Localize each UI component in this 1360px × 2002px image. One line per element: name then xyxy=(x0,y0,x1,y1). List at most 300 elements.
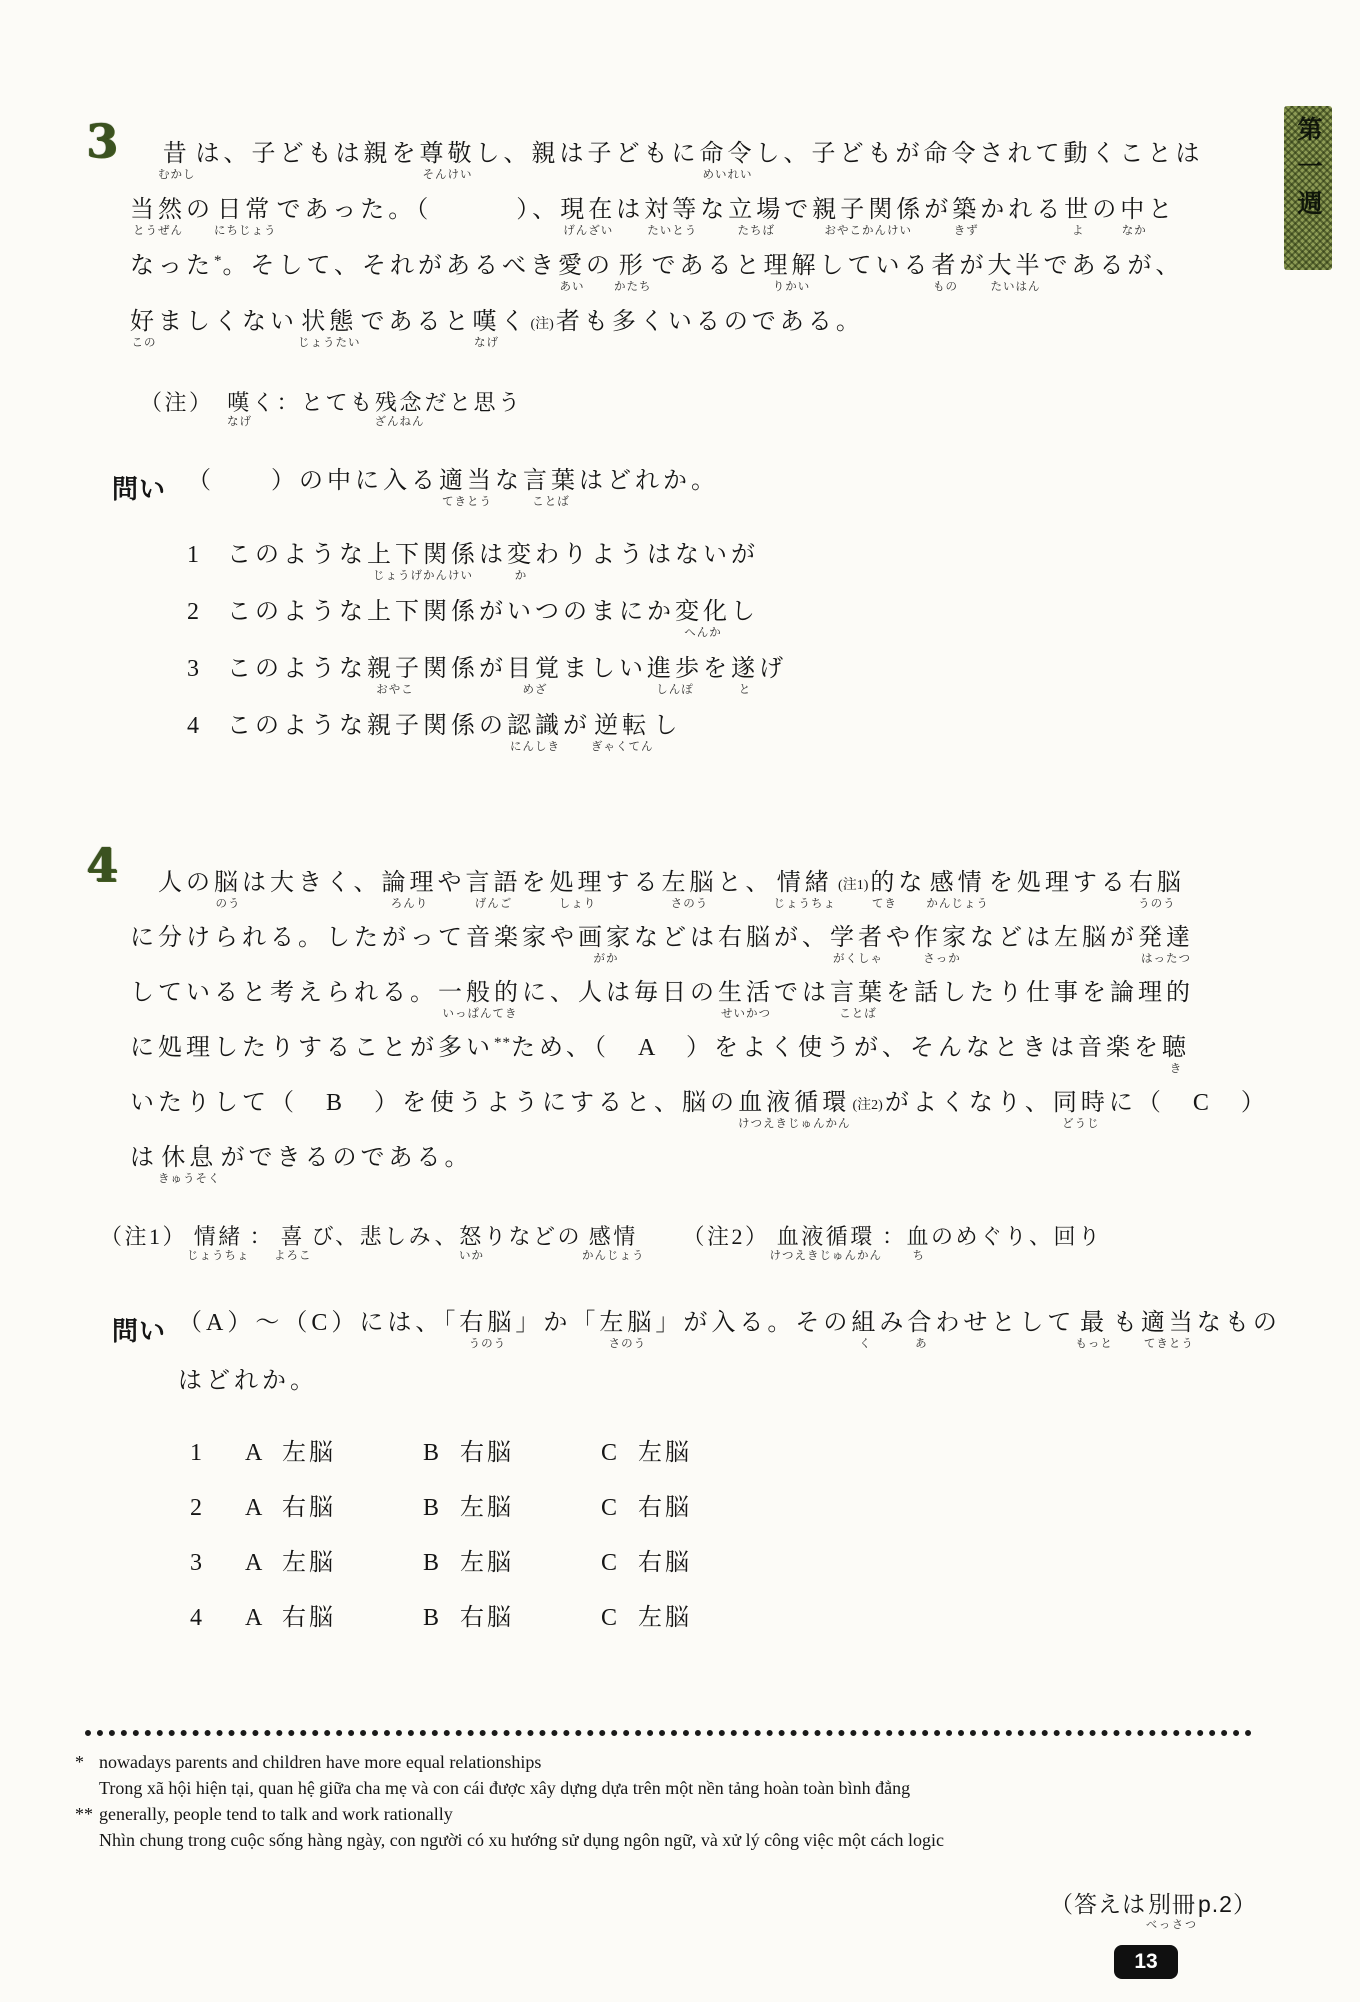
choice-value: 左脳 xyxy=(282,1440,336,1466)
ruby-base: 親子 xyxy=(367,656,423,682)
furigana: めいれい xyxy=(702,168,753,181)
ruby-group xyxy=(830,979,886,1020)
section3-question xyxy=(187,467,719,522)
furigana: か xyxy=(514,569,528,582)
text-segment: このような上下関係がいつのまにか xyxy=(227,599,675,625)
ruby-group xyxy=(578,924,634,965)
text-segment: （A）～（C）には、「 xyxy=(178,1310,460,1336)
furigana: しょり xyxy=(558,897,597,910)
ruby-base: 適当 xyxy=(1140,1310,1197,1336)
choice-number: 2 xyxy=(190,1495,205,1521)
furigana: かんじょう xyxy=(582,1250,645,1263)
text-segment: で xyxy=(784,197,813,223)
ruby-group xyxy=(988,252,1044,293)
choice-cell xyxy=(601,1604,779,1659)
ruby-group xyxy=(187,1224,250,1263)
furigana: と xyxy=(738,683,752,696)
text-segment: ： xyxy=(249,1224,275,1249)
text-line xyxy=(227,598,759,653)
choice-value: 右脳 xyxy=(638,1550,692,1576)
text-segment: なもの xyxy=(1196,1310,1281,1336)
furigana: たちば xyxy=(737,224,776,237)
choice-letter: C xyxy=(601,1550,618,1576)
furigana: おやこ xyxy=(376,683,414,696)
text-line xyxy=(227,712,682,767)
text-segment: も xyxy=(1112,1310,1141,1336)
choice-letter: C xyxy=(601,1605,618,1631)
ruby-group xyxy=(473,308,501,349)
text-segment: 」が入る。その xyxy=(655,1310,852,1336)
text-segment: p.2） xyxy=(1198,1891,1257,1917)
ruby-group xyxy=(644,196,700,237)
furigana: いか xyxy=(458,1250,484,1263)
ruby-group xyxy=(728,196,784,237)
ruby-base: 現在 xyxy=(560,197,617,223)
ruby-group xyxy=(214,869,242,910)
text-segment: の xyxy=(186,197,214,223)
ruby-group xyxy=(647,655,703,696)
text-segment: と xyxy=(1148,197,1177,223)
text-segment: していると考えられる。 xyxy=(130,980,438,1006)
ruby-group xyxy=(731,655,759,696)
text-line xyxy=(140,390,523,440)
furigana: にちじょう xyxy=(214,224,277,237)
furigana: なげ xyxy=(227,416,253,429)
text-segment: ましい xyxy=(563,656,647,682)
text-segment: などは右脳が、 xyxy=(634,925,830,951)
furigana: のう xyxy=(215,897,241,910)
text-line xyxy=(130,979,1269,1034)
ruby-base: 左脳 xyxy=(599,1310,656,1336)
ruby-group xyxy=(830,924,886,965)
ruby-base: 愛 xyxy=(558,253,587,279)
footnote-text: nowadays parents and children have more equal relationships xyxy=(99,1752,542,1772)
furigana: あい xyxy=(559,280,585,293)
text-segment: や xyxy=(886,925,914,951)
furigana: よ xyxy=(1072,224,1085,237)
furigana: てきとう xyxy=(1143,1337,1194,1350)
text-line xyxy=(130,1034,1269,1089)
text-segment: び、悲しみ、 xyxy=(311,1224,459,1249)
text-segment: に処理したりすることが多い xyxy=(130,1035,494,1061)
furigana: もの xyxy=(933,280,959,293)
text-segment: は xyxy=(616,197,645,223)
furigana: りかい xyxy=(772,280,811,293)
text-line xyxy=(130,869,1269,924)
text-segment: を話したり仕事を論理的 xyxy=(886,980,1194,1006)
text-segment: であるが、 xyxy=(1043,253,1184,279)
ruby-base: 学者 xyxy=(830,925,886,951)
text-segment: 人の xyxy=(130,870,214,896)
option-row xyxy=(187,655,787,712)
ruby-base: 尊敬 xyxy=(419,141,476,167)
text-segment: は xyxy=(130,1145,158,1171)
choice-cell xyxy=(601,1494,779,1549)
ruby-group xyxy=(214,196,277,237)
furigana: かたち xyxy=(614,280,652,293)
choice-cell xyxy=(423,1604,601,1659)
furigana: けつえきじゅんかん xyxy=(738,1117,851,1130)
ruby-base: 右脳 xyxy=(459,1310,516,1336)
text-segment: ： xyxy=(882,1224,907,1249)
text-segment: げ xyxy=(759,656,787,682)
ruby-group xyxy=(914,924,970,965)
week-tab-label: 第一週 xyxy=(1294,116,1322,227)
footnote-row xyxy=(75,1777,1305,1800)
text-segment: を処理する xyxy=(988,870,1129,896)
furigana: じょうちょ xyxy=(187,1250,250,1263)
text-segment: 。そして、それがあるべき xyxy=(222,253,559,279)
text-segment: このような xyxy=(227,542,367,568)
choice-letter: A xyxy=(245,1605,263,1631)
ruby-base: 別冊 xyxy=(1148,1891,1196,1917)
furigana: てき xyxy=(871,897,897,910)
ruby-base: 昔 xyxy=(162,141,191,167)
ruby-group xyxy=(560,196,616,237)
option-row xyxy=(187,712,787,769)
text-segment: な xyxy=(700,197,729,223)
text-segment: では xyxy=(774,980,830,1006)
ruby-base: 的 xyxy=(870,870,899,896)
text-segment: わりようはないが xyxy=(535,542,759,568)
text-segment: し xyxy=(731,599,759,625)
text-segment: を xyxy=(521,870,550,896)
ruby-base: 残念 xyxy=(375,390,425,415)
ruby-base: 画家 xyxy=(578,925,634,951)
choice-letter: C xyxy=(601,1440,618,1466)
furigana: げんご xyxy=(474,897,513,910)
ruby-group xyxy=(550,869,606,910)
ruby-group xyxy=(367,541,479,582)
ruby-group xyxy=(599,1309,655,1350)
ruby-group xyxy=(1129,869,1185,910)
furigana: めざ xyxy=(522,683,548,696)
section3-options xyxy=(187,541,787,769)
ruby-base: 立場 xyxy=(728,197,785,223)
ruby-base: 聴 xyxy=(1162,1035,1191,1061)
choice-letter: B xyxy=(423,1550,440,1576)
ruby-group xyxy=(1075,1309,1113,1350)
ruby-base: 当然 xyxy=(130,197,186,223)
ruby-group xyxy=(907,1309,935,1350)
furigana: にんしき xyxy=(510,740,560,753)
ruby-group xyxy=(507,655,563,696)
furigana: さのう xyxy=(608,1337,647,1350)
text-segment: し、親は子どもに xyxy=(475,141,700,167)
text-segment: に分けられる。したがって音楽家や xyxy=(130,925,578,951)
text-segment: （注2） xyxy=(644,1224,770,1249)
text-segment: の xyxy=(1092,197,1121,223)
choice-cell xyxy=(245,1604,423,1659)
text-segment: く：とても xyxy=(252,390,375,415)
ruby-group xyxy=(1053,1089,1109,1130)
text-segment: かれる xyxy=(980,197,1065,223)
ruby-group xyxy=(158,1144,221,1185)
ruby-base: 理解 xyxy=(763,253,820,279)
furigana: じょうちょ xyxy=(773,897,837,910)
text-segment: み xyxy=(879,1310,908,1336)
text-segment: であると xyxy=(651,253,764,279)
footer-divider xyxy=(85,1730,1252,1736)
furigana: き xyxy=(1169,1062,1183,1075)
ruby-base: 感情 xyxy=(588,1224,638,1249)
option-row xyxy=(187,598,787,655)
furigana: たいとう xyxy=(647,224,698,237)
section4-question-label: 問い xyxy=(112,1316,167,1346)
choice-number: 1 xyxy=(190,1440,205,1466)
note-marker: (注1) xyxy=(838,878,869,893)
furigana: よろこ xyxy=(274,1250,312,1263)
choice-value: 左脳 xyxy=(460,1495,514,1521)
section4-question xyxy=(178,1309,1281,1425)
furigana: なげ xyxy=(474,336,499,349)
ruby-base: 同時 xyxy=(1052,1090,1109,1116)
ruby-base: 日常 xyxy=(217,197,274,223)
option-number: 2 xyxy=(187,599,199,625)
text-line xyxy=(130,140,1204,196)
text-segment: ため、（ A ）をよく使うが、そんなときは音楽を xyxy=(511,1035,1163,1061)
section4-choices xyxy=(190,1439,779,1659)
text-segment: する xyxy=(605,870,662,896)
ruby-base: 変化 xyxy=(675,599,731,625)
ruby-base: 血液循環 xyxy=(738,1090,851,1116)
ruby-base: 組 xyxy=(851,1310,880,1336)
furigana: けつえきじゅんかん xyxy=(769,1250,883,1263)
footnote-marker xyxy=(75,1829,99,1852)
ruby-base: 一般的 xyxy=(438,980,522,1006)
text-segment: が xyxy=(959,253,988,279)
ruby-group xyxy=(420,140,476,181)
ruby-group xyxy=(582,1224,645,1263)
text-segment: であると xyxy=(360,309,473,335)
text-segment xyxy=(130,140,158,169)
furigana: てきとう xyxy=(442,495,492,508)
furigana: かんじょう xyxy=(926,897,989,910)
note-marker: (注) xyxy=(530,317,554,332)
ruby-base: 状態 xyxy=(301,309,358,335)
text-segment: りなどの xyxy=(483,1224,582,1249)
text-segment: は xyxy=(479,542,507,568)
choice-number: 4 xyxy=(190,1605,205,1631)
text-line xyxy=(130,1089,1269,1144)
text-segment: が xyxy=(563,713,591,739)
section3-note xyxy=(140,390,523,440)
option-number: 1 xyxy=(187,542,199,568)
choice-cell xyxy=(245,1494,423,1549)
ruby-base: 脳 xyxy=(214,870,242,896)
ruby-base: 築 xyxy=(952,197,981,223)
section3-number: 3 xyxy=(86,114,119,168)
choice-cell xyxy=(423,1494,601,1549)
ruby-base: 休息 xyxy=(161,1145,218,1171)
furigana: おやこかんけい xyxy=(824,224,913,237)
ruby-group xyxy=(382,869,438,910)
choice-cell xyxy=(423,1439,601,1494)
ruby-group xyxy=(738,1089,851,1130)
ruby-group xyxy=(1146,1891,1198,1931)
ruby-base: 左脳 xyxy=(661,870,718,896)
furigana: ち xyxy=(912,1250,926,1263)
text-line xyxy=(130,196,1204,252)
ruby-group xyxy=(459,1309,515,1350)
ruby-group xyxy=(367,655,423,696)
furigana: へんか xyxy=(684,626,722,639)
ruby-base: 形 xyxy=(618,253,647,279)
furigana: はったつ xyxy=(1141,952,1191,965)
ruby-group xyxy=(507,712,563,753)
ruby-group xyxy=(130,308,158,349)
footer-notes xyxy=(75,1751,1305,1855)
ruby-group xyxy=(770,1224,883,1263)
choice-letter: C xyxy=(601,1495,618,1521)
ruby-group xyxy=(459,1224,484,1263)
ruby-base: 変 xyxy=(507,542,535,568)
furigana: そんけい xyxy=(422,168,473,181)
ruby-base: 情緒 xyxy=(776,870,833,896)
furigana: たいはん xyxy=(990,280,1041,293)
choice-value: 左脳 xyxy=(282,1550,336,1576)
furigana: せいかつ xyxy=(721,1007,771,1020)
choice-letter: A xyxy=(245,1495,263,1521)
text-segment: の xyxy=(586,253,615,279)
furigana: じょうげかんけい xyxy=(373,569,473,582)
furigana: ざんねん xyxy=(374,416,425,429)
text-segment: している xyxy=(819,253,932,279)
ruby-base: 認識 xyxy=(507,713,563,739)
asterisk-marker: * xyxy=(214,253,223,269)
ruby-base: 生活 xyxy=(718,980,774,1006)
text-segment: なった xyxy=(130,253,214,279)
text-segment: な xyxy=(898,870,927,896)
ruby-base: 合 xyxy=(907,1310,936,1336)
text-segment: はどれか。 xyxy=(178,1368,318,1394)
choice-letter: B xyxy=(423,1605,440,1631)
furigana: ことば xyxy=(532,495,570,508)
ruby-group xyxy=(614,252,652,293)
ruby-base: 情緒 xyxy=(193,1224,243,1249)
ruby-group xyxy=(507,541,535,582)
furigana: この xyxy=(131,336,157,349)
choice-cell xyxy=(601,1549,779,1604)
footnote-text: Nhìn chung trong cuộc sống hàng ngày, con người có xu hướng sử dụng ngôn ngữ, và xử lý công việc một cách logic xyxy=(99,1830,944,1851)
furigana: じょうたい xyxy=(298,336,361,349)
choice-value: 右脳 xyxy=(638,1495,692,1521)
choice-row xyxy=(190,1604,779,1659)
footnote-row xyxy=(75,1751,1305,1774)
ruby-base: 世 xyxy=(1064,197,1093,223)
text-segment: を xyxy=(703,656,731,682)
choice-value: 左脳 xyxy=(638,1605,692,1631)
furigana: なか xyxy=(1121,224,1147,237)
furigana: ことば xyxy=(839,1007,877,1020)
ruby-base: 対等 xyxy=(644,197,701,223)
text-segment: （注） xyxy=(140,390,228,415)
ruby-group xyxy=(591,712,654,753)
text-line xyxy=(100,1224,1103,1274)
text-line xyxy=(130,924,1269,979)
text-segment: に、人は毎日の xyxy=(522,980,718,1006)
ruby-group xyxy=(870,869,898,910)
ruby-group xyxy=(774,869,837,910)
text-line xyxy=(227,541,759,596)
text-segment: だと思う xyxy=(424,390,523,415)
ruby-group xyxy=(439,467,495,508)
text-segment: このような xyxy=(227,656,367,682)
ruby-group xyxy=(700,140,756,181)
text-line xyxy=(178,1367,1281,1425)
ruby-base: 進歩 xyxy=(647,656,703,682)
text-line xyxy=(1050,1891,1257,1937)
furigana: むかし xyxy=(158,168,196,181)
ruby-base: 処理 xyxy=(549,870,606,896)
ruby-base: 血 xyxy=(906,1224,932,1249)
ruby-base: 言語 xyxy=(465,870,522,896)
text-segment: ができるのである。 xyxy=(220,1145,473,1171)
ruby-group xyxy=(662,869,718,910)
furigana: く xyxy=(859,1337,872,1350)
text-line xyxy=(178,1309,1281,1367)
furigana: とうぜん xyxy=(133,224,183,237)
footnote-marker: * xyxy=(75,1752,84,1772)
text-segment: は大きく、 xyxy=(242,870,382,896)
furigana: がくしゃ xyxy=(833,952,883,965)
furigana: どうじ xyxy=(1062,1117,1100,1130)
option-number: 4 xyxy=(187,713,199,739)
ruby-base: 目覚 xyxy=(507,656,563,682)
choice-row xyxy=(190,1549,779,1604)
ruby-base: 者 xyxy=(931,253,960,279)
choice-cell xyxy=(601,1439,779,1494)
ruby-group xyxy=(1141,1309,1197,1350)
choice-value: 左脳 xyxy=(460,1550,514,1576)
ruby-base: 嘆 xyxy=(472,309,501,335)
ruby-base: 論理 xyxy=(381,870,438,896)
footnote-text: generally, people tend to talk and work rationally xyxy=(99,1804,453,1825)
section4-number: 4 xyxy=(86,838,119,892)
text-segment: などは左脳が xyxy=(970,925,1138,951)
ruby-group xyxy=(764,252,820,293)
text-segment: ましくない xyxy=(158,309,298,335)
choice-value: 右脳 xyxy=(460,1605,514,1631)
furigana: さっか xyxy=(923,952,961,965)
text-segment: し xyxy=(653,713,682,739)
text-segment: 」か「 xyxy=(515,1310,600,1336)
text-segment: （注1） xyxy=(100,1224,188,1249)
ruby-group xyxy=(952,196,980,237)
choice-letter: A xyxy=(245,1440,263,1466)
furigana: がか xyxy=(593,952,619,965)
ruby-group xyxy=(375,390,425,429)
furigana: あ xyxy=(915,1337,928,1350)
furigana: しんぽ xyxy=(656,683,694,696)
furigana: うのう xyxy=(1138,897,1176,910)
ruby-base: 大半 xyxy=(987,253,1044,279)
furigana: きゅうそく xyxy=(158,1172,221,1185)
note-marker: (注2) xyxy=(852,1098,883,1113)
asterisk-marker: ** xyxy=(494,1035,511,1051)
choice-row xyxy=(190,1439,779,1494)
text-line xyxy=(187,467,719,522)
ruby-group xyxy=(130,196,186,237)
text-line xyxy=(130,308,1204,364)
footnote-text: Trong xã hội hiện tại, quan hệ giữa cha mẹ và con cái được xây dựng dựa trên một nền tảng hoàn toàn bình đẳng xyxy=(99,1778,911,1799)
ruby-base: 怒 xyxy=(459,1224,484,1249)
ruby-group xyxy=(718,979,774,1020)
ruby-group xyxy=(1138,924,1194,965)
ruby-group xyxy=(158,140,196,181)
furigana: さのう xyxy=(670,897,709,910)
furigana: いっぱんてき xyxy=(442,1007,518,1020)
